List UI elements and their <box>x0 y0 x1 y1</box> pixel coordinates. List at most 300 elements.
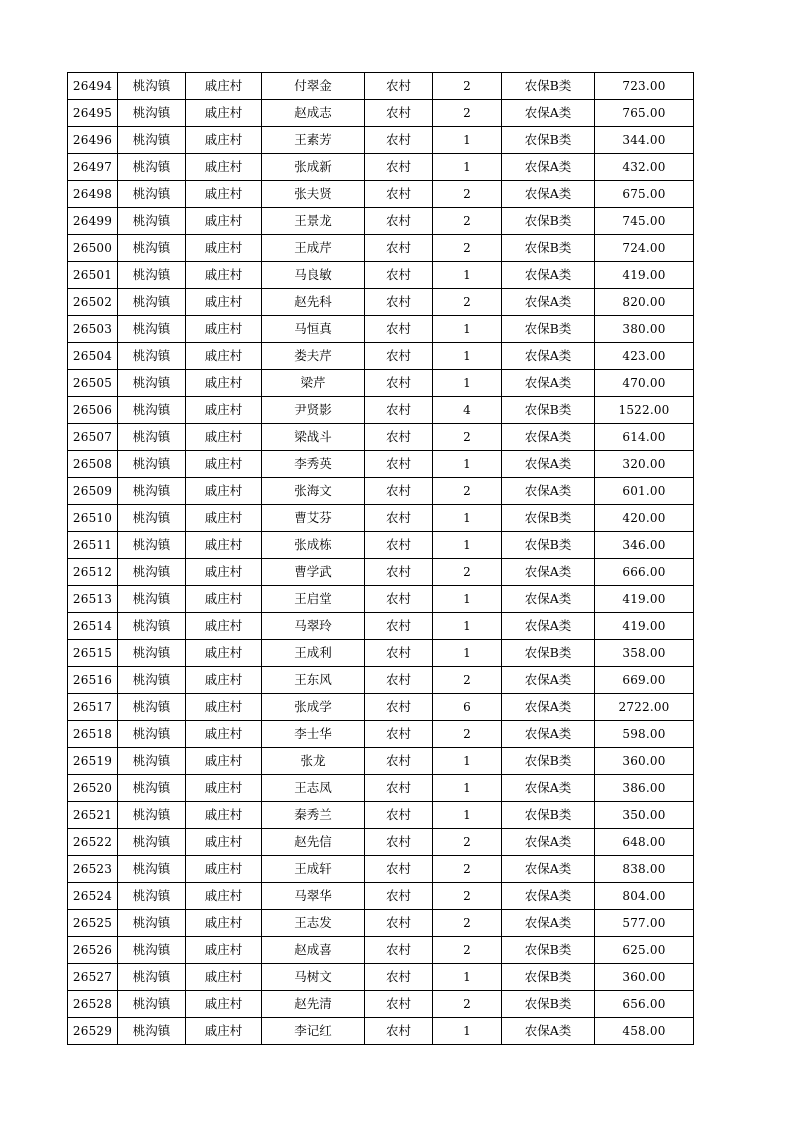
household-count-cell: 2 <box>433 991 502 1018</box>
town-cell: 桃沟镇 <box>118 532 186 559</box>
person-name-cell: 王启堂 <box>262 586 365 613</box>
village-cell: 戚庄村 <box>186 613 262 640</box>
insurance-category-cell: 农保B类 <box>502 937 595 964</box>
village-cell: 戚庄村 <box>186 397 262 424</box>
town-cell: 桃沟镇 <box>118 910 186 937</box>
village-cell: 戚庄村 <box>186 586 262 613</box>
area-type-cell: 农村 <box>365 991 433 1018</box>
person-name-cell: 王成轩 <box>262 856 365 883</box>
area-type-cell: 农村 <box>365 883 433 910</box>
town-cell: 桃沟镇 <box>118 451 186 478</box>
village-cell: 戚庄村 <box>186 208 262 235</box>
table-row <box>68 397 694 424</box>
village-cell: 戚庄村 <box>186 1018 262 1045</box>
town-cell: 桃沟镇 <box>118 235 186 262</box>
area-type-cell: 农村 <box>365 964 433 991</box>
person-name-cell: 赵先科 <box>262 289 365 316</box>
insurance-category-cell: 农保A类 <box>502 289 595 316</box>
insurance-category-cell: 农保A类 <box>502 559 595 586</box>
household-count-cell: 2 <box>433 100 502 127</box>
village-cell: 戚庄村 <box>186 370 262 397</box>
town-cell: 桃沟镇 <box>118 856 186 883</box>
village-cell: 戚庄村 <box>186 964 262 991</box>
amount-cell: 470.00 <box>595 370 694 397</box>
table-row <box>68 289 694 316</box>
person-name-cell: 梁芹 <box>262 370 365 397</box>
amount-cell: 358.00 <box>595 640 694 667</box>
table-row <box>68 667 694 694</box>
person-name-cell: 王素芳 <box>262 127 365 154</box>
village-cell: 戚庄村 <box>186 451 262 478</box>
record-id-cell: 26528 <box>68 991 118 1018</box>
area-type-cell: 农村 <box>365 478 433 505</box>
village-cell: 戚庄村 <box>186 478 262 505</box>
town-cell: 桃沟镇 <box>118 505 186 532</box>
town-cell: 桃沟镇 <box>118 127 186 154</box>
household-count-cell: 2 <box>433 667 502 694</box>
area-type-cell: 农村 <box>365 613 433 640</box>
area-type-cell: 农村 <box>365 937 433 964</box>
table-row <box>68 424 694 451</box>
village-cell: 戚庄村 <box>186 775 262 802</box>
record-id-cell: 26527 <box>68 964 118 991</box>
record-id-cell: 26523 <box>68 856 118 883</box>
table-row <box>68 100 694 127</box>
record-id-cell: 26496 <box>68 127 118 154</box>
insurance-category-cell: 农保A类 <box>502 478 595 505</box>
household-count-cell: 1 <box>433 127 502 154</box>
person-name-cell: 李士华 <box>262 721 365 748</box>
insurance-category-cell: 农保A类 <box>502 613 595 640</box>
household-count-cell: 1 <box>433 370 502 397</box>
household-count-cell: 2 <box>433 937 502 964</box>
town-cell: 桃沟镇 <box>118 694 186 721</box>
person-name-cell: 马翠华 <box>262 883 365 910</box>
insurance-category-cell: 农保B类 <box>502 397 595 424</box>
person-name-cell: 娄夫芹 <box>262 343 365 370</box>
town-cell: 桃沟镇 <box>118 802 186 829</box>
table-row <box>68 937 694 964</box>
village-cell: 戚庄村 <box>186 262 262 289</box>
area-type-cell: 农村 <box>365 1018 433 1045</box>
household-count-cell: 2 <box>433 235 502 262</box>
area-type-cell: 农村 <box>365 748 433 775</box>
insurance-category-cell: 农保B类 <box>502 991 595 1018</box>
insurance-category-cell: 农保B类 <box>502 802 595 829</box>
area-type-cell: 农村 <box>365 559 433 586</box>
area-type-cell: 农村 <box>365 424 433 451</box>
town-cell: 桃沟镇 <box>118 100 186 127</box>
table-row <box>68 235 694 262</box>
area-type-cell: 农村 <box>365 829 433 856</box>
record-id-cell: 26520 <box>68 775 118 802</box>
amount-cell: 420.00 <box>595 505 694 532</box>
insurance-category-cell: 农保A类 <box>502 667 595 694</box>
amount-cell: 648.00 <box>595 829 694 856</box>
amount-cell: 432.00 <box>595 154 694 181</box>
amount-cell: 614.00 <box>595 424 694 451</box>
insurance-category-cell: 农保A类 <box>502 370 595 397</box>
table-row <box>68 694 694 721</box>
table-row <box>68 802 694 829</box>
household-count-cell: 1 <box>433 451 502 478</box>
record-id-cell: 26507 <box>68 424 118 451</box>
records-table-body <box>68 73 694 1045</box>
amount-cell: 625.00 <box>595 937 694 964</box>
area-type-cell: 农村 <box>365 532 433 559</box>
area-type-cell: 农村 <box>365 208 433 235</box>
record-id-cell: 26515 <box>68 640 118 667</box>
household-count-cell: 2 <box>433 829 502 856</box>
table-row <box>68 532 694 559</box>
table-row <box>68 208 694 235</box>
amount-cell: 423.00 <box>595 343 694 370</box>
insurance-category-cell: 农保A类 <box>502 154 595 181</box>
amount-cell: 666.00 <box>595 559 694 586</box>
record-id-cell: 26497 <box>68 154 118 181</box>
village-cell: 戚庄村 <box>186 694 262 721</box>
insurance-category-cell: 农保B类 <box>502 316 595 343</box>
person-name-cell: 王志凤 <box>262 775 365 802</box>
village-cell: 戚庄村 <box>186 937 262 964</box>
village-cell: 戚庄村 <box>186 910 262 937</box>
amount-cell: 419.00 <box>595 613 694 640</box>
household-count-cell: 1 <box>433 154 502 181</box>
person-name-cell: 李秀英 <box>262 451 365 478</box>
record-id-cell: 26499 <box>68 208 118 235</box>
town-cell: 桃沟镇 <box>118 775 186 802</box>
insurance-category-cell: 农保A类 <box>502 100 595 127</box>
insurance-category-cell: 农保A类 <box>502 181 595 208</box>
area-type-cell: 农村 <box>365 586 433 613</box>
area-type-cell: 农村 <box>365 370 433 397</box>
town-cell: 桃沟镇 <box>118 667 186 694</box>
household-count-cell: 2 <box>433 559 502 586</box>
table-row <box>68 829 694 856</box>
amount-cell: 344.00 <box>595 127 694 154</box>
record-id-cell: 26502 <box>68 289 118 316</box>
insurance-category-cell: 农保A类 <box>502 694 595 721</box>
amount-cell: 577.00 <box>595 910 694 937</box>
table-row <box>68 127 694 154</box>
insurance-category-cell: 农保A类 <box>502 451 595 478</box>
person-name-cell: 曹学武 <box>262 559 365 586</box>
town-cell: 桃沟镇 <box>118 73 186 100</box>
record-id-cell: 26509 <box>68 478 118 505</box>
household-count-cell: 1 <box>433 802 502 829</box>
village-cell: 戚庄村 <box>186 100 262 127</box>
person-name-cell: 张海文 <box>262 478 365 505</box>
household-count-cell: 2 <box>433 856 502 883</box>
insurance-category-cell: 农保A类 <box>502 910 595 937</box>
person-name-cell: 张成新 <box>262 154 365 181</box>
amount-cell: 669.00 <box>595 667 694 694</box>
household-count-cell: 1 <box>433 775 502 802</box>
amount-cell: 1522.00 <box>595 397 694 424</box>
amount-cell: 724.00 <box>595 235 694 262</box>
record-id-cell: 26521 <box>68 802 118 829</box>
person-name-cell: 付翠金 <box>262 73 365 100</box>
table-row <box>68 991 694 1018</box>
insurance-category-cell: 农保B类 <box>502 73 595 100</box>
insurance-category-cell: 农保B类 <box>502 964 595 991</box>
town-cell: 桃沟镇 <box>118 937 186 964</box>
insurance-category-cell: 农保A类 <box>502 262 595 289</box>
household-count-cell: 2 <box>433 883 502 910</box>
amount-cell: 804.00 <box>595 883 694 910</box>
town-cell: 桃沟镇 <box>118 424 186 451</box>
record-id-cell: 26503 <box>68 316 118 343</box>
table-row <box>68 73 694 100</box>
record-id-cell: 26512 <box>68 559 118 586</box>
household-count-cell: 2 <box>433 910 502 937</box>
household-count-cell: 1 <box>433 748 502 775</box>
household-count-cell: 1 <box>433 262 502 289</box>
household-count-cell: 2 <box>433 289 502 316</box>
household-count-cell: 1 <box>433 613 502 640</box>
area-type-cell: 农村 <box>365 73 433 100</box>
person-name-cell: 赵成志 <box>262 100 365 127</box>
village-cell: 戚庄村 <box>186 505 262 532</box>
area-type-cell: 农村 <box>365 667 433 694</box>
insurance-category-cell: 农保A类 <box>502 883 595 910</box>
village-cell: 戚庄村 <box>186 802 262 829</box>
person-name-cell: 王成芹 <box>262 235 365 262</box>
area-type-cell: 农村 <box>365 154 433 181</box>
household-count-cell: 1 <box>433 586 502 613</box>
table-row <box>68 478 694 505</box>
insurance-category-cell: 农保A类 <box>502 586 595 613</box>
person-name-cell: 赵先信 <box>262 829 365 856</box>
amount-cell: 675.00 <box>595 181 694 208</box>
area-type-cell: 农村 <box>365 181 433 208</box>
amount-cell: 745.00 <box>595 208 694 235</box>
area-type-cell: 农村 <box>365 505 433 532</box>
record-id-cell: 26514 <box>68 613 118 640</box>
record-id-cell: 26501 <box>68 262 118 289</box>
person-name-cell: 曹艾芬 <box>262 505 365 532</box>
town-cell: 桃沟镇 <box>118 991 186 1018</box>
village-cell: 戚庄村 <box>186 532 262 559</box>
area-type-cell: 农村 <box>365 802 433 829</box>
record-id-cell: 26517 <box>68 694 118 721</box>
amount-cell: 386.00 <box>595 775 694 802</box>
village-cell: 戚庄村 <box>186 667 262 694</box>
amount-cell: 656.00 <box>595 991 694 1018</box>
amount-cell: 346.00 <box>595 532 694 559</box>
record-id-cell: 26511 <box>68 532 118 559</box>
village-cell: 戚庄村 <box>186 856 262 883</box>
town-cell: 桃沟镇 <box>118 883 186 910</box>
table-row <box>68 451 694 478</box>
person-name-cell: 马恒真 <box>262 316 365 343</box>
record-id-cell: 26494 <box>68 73 118 100</box>
person-name-cell: 秦秀兰 <box>262 802 365 829</box>
table-row <box>68 910 694 937</box>
town-cell: 桃沟镇 <box>118 559 186 586</box>
household-count-cell: 1 <box>433 532 502 559</box>
amount-cell: 360.00 <box>595 964 694 991</box>
table-row <box>68 613 694 640</box>
village-cell: 戚庄村 <box>186 640 262 667</box>
area-type-cell: 农村 <box>365 451 433 478</box>
household-count-cell: 1 <box>433 343 502 370</box>
household-count-cell: 1 <box>433 505 502 532</box>
insurance-category-cell: 农保B类 <box>502 127 595 154</box>
table-row <box>68 559 694 586</box>
insurance-category-cell: 农保B类 <box>502 748 595 775</box>
insurance-category-cell: 农保A类 <box>502 721 595 748</box>
table-row <box>68 262 694 289</box>
area-type-cell: 农村 <box>365 640 433 667</box>
town-cell: 桃沟镇 <box>118 613 186 640</box>
records-table <box>67 72 694 1045</box>
person-name-cell: 王成利 <box>262 640 365 667</box>
area-type-cell: 农村 <box>365 127 433 154</box>
insurance-category-cell: 农保A类 <box>502 424 595 451</box>
village-cell: 戚庄村 <box>186 289 262 316</box>
insurance-category-cell: 农保A类 <box>502 1018 595 1045</box>
person-name-cell: 马翠玲 <box>262 613 365 640</box>
amount-cell: 458.00 <box>595 1018 694 1045</box>
village-cell: 戚庄村 <box>186 316 262 343</box>
area-type-cell: 农村 <box>365 856 433 883</box>
record-id-cell: 26510 <box>68 505 118 532</box>
village-cell: 戚庄村 <box>186 424 262 451</box>
table-row <box>68 370 694 397</box>
person-name-cell: 王景龙 <box>262 208 365 235</box>
household-count-cell: 2 <box>433 721 502 748</box>
record-id-cell: 26500 <box>68 235 118 262</box>
town-cell: 桃沟镇 <box>118 343 186 370</box>
amount-cell: 838.00 <box>595 856 694 883</box>
person-name-cell: 赵成喜 <box>262 937 365 964</box>
village-cell: 戚庄村 <box>186 154 262 181</box>
household-count-cell: 2 <box>433 478 502 505</box>
area-type-cell: 农村 <box>365 100 433 127</box>
town-cell: 桃沟镇 <box>118 397 186 424</box>
household-count-cell: 4 <box>433 397 502 424</box>
table-row <box>68 775 694 802</box>
record-id-cell: 26519 <box>68 748 118 775</box>
record-id-cell: 26516 <box>68 667 118 694</box>
person-name-cell: 王东风 <box>262 667 365 694</box>
table-row <box>68 856 694 883</box>
household-count-cell: 2 <box>433 181 502 208</box>
insurance-category-cell: 农保A类 <box>502 343 595 370</box>
area-type-cell: 农村 <box>365 397 433 424</box>
town-cell: 桃沟镇 <box>118 181 186 208</box>
amount-cell: 601.00 <box>595 478 694 505</box>
table-row <box>68 316 694 343</box>
insurance-category-cell: 农保B类 <box>502 505 595 532</box>
record-id-cell: 26522 <box>68 829 118 856</box>
town-cell: 桃沟镇 <box>118 964 186 991</box>
insurance-category-cell: 农保B类 <box>502 640 595 667</box>
insurance-category-cell: 农保B类 <box>502 235 595 262</box>
amount-cell: 598.00 <box>595 721 694 748</box>
town-cell: 桃沟镇 <box>118 316 186 343</box>
town-cell: 桃沟镇 <box>118 1018 186 1045</box>
household-count-cell: 1 <box>433 1018 502 1045</box>
village-cell: 戚庄村 <box>186 991 262 1018</box>
amount-cell: 360.00 <box>595 748 694 775</box>
record-id-cell: 26495 <box>68 100 118 127</box>
town-cell: 桃沟镇 <box>118 640 186 667</box>
household-count-cell: 6 <box>433 694 502 721</box>
amount-cell: 2722.00 <box>595 694 694 721</box>
table-row <box>68 181 694 208</box>
town-cell: 桃沟镇 <box>118 370 186 397</box>
household-count-cell: 2 <box>433 73 502 100</box>
village-cell: 戚庄村 <box>186 883 262 910</box>
person-name-cell: 梁战斗 <box>262 424 365 451</box>
town-cell: 桃沟镇 <box>118 289 186 316</box>
table-row <box>68 343 694 370</box>
insurance-category-cell: 农保B类 <box>502 532 595 559</box>
amount-cell: 765.00 <box>595 100 694 127</box>
household-count-cell: 1 <box>433 640 502 667</box>
town-cell: 桃沟镇 <box>118 262 186 289</box>
town-cell: 桃沟镇 <box>118 721 186 748</box>
insurance-category-cell: 农保A类 <box>502 775 595 802</box>
amount-cell: 350.00 <box>595 802 694 829</box>
record-id-cell: 26529 <box>68 1018 118 1045</box>
area-type-cell: 农村 <box>365 289 433 316</box>
village-cell: 戚庄村 <box>186 748 262 775</box>
person-name-cell: 马树文 <box>262 964 365 991</box>
insurance-category-cell: 农保A类 <box>502 856 595 883</box>
table-row <box>68 586 694 613</box>
village-cell: 戚庄村 <box>186 721 262 748</box>
record-id-cell: 26506 <box>68 397 118 424</box>
area-type-cell: 农村 <box>365 694 433 721</box>
village-cell: 戚庄村 <box>186 73 262 100</box>
village-cell: 戚庄村 <box>186 343 262 370</box>
person-name-cell: 马良敏 <box>262 262 365 289</box>
person-name-cell: 王志发 <box>262 910 365 937</box>
insurance-category-cell: 农保B类 <box>502 208 595 235</box>
household-count-cell: 2 <box>433 424 502 451</box>
household-count-cell: 1 <box>433 964 502 991</box>
town-cell: 桃沟镇 <box>118 478 186 505</box>
town-cell: 桃沟镇 <box>118 586 186 613</box>
record-id-cell: 26498 <box>68 181 118 208</box>
area-type-cell: 农村 <box>365 910 433 937</box>
person-name-cell: 赵先清 <box>262 991 365 1018</box>
person-name-cell: 李记红 <box>262 1018 365 1045</box>
town-cell: 桃沟镇 <box>118 748 186 775</box>
village-cell: 戚庄村 <box>186 829 262 856</box>
village-cell: 戚庄村 <box>186 235 262 262</box>
amount-cell: 320.00 <box>595 451 694 478</box>
town-cell: 桃沟镇 <box>118 829 186 856</box>
village-cell: 戚庄村 <box>186 559 262 586</box>
person-name-cell: 张成学 <box>262 694 365 721</box>
area-type-cell: 农村 <box>365 262 433 289</box>
insurance-category-cell: 农保A类 <box>502 829 595 856</box>
record-id-cell: 26526 <box>68 937 118 964</box>
village-cell: 戚庄村 <box>186 127 262 154</box>
table-row <box>68 154 694 181</box>
person-name-cell: 尹贤影 <box>262 397 365 424</box>
person-name-cell: 张龙 <box>262 748 365 775</box>
table-row <box>68 721 694 748</box>
table-row <box>68 883 694 910</box>
record-id-cell: 26525 <box>68 910 118 937</box>
record-id-cell: 26524 <box>68 883 118 910</box>
amount-cell: 380.00 <box>595 316 694 343</box>
